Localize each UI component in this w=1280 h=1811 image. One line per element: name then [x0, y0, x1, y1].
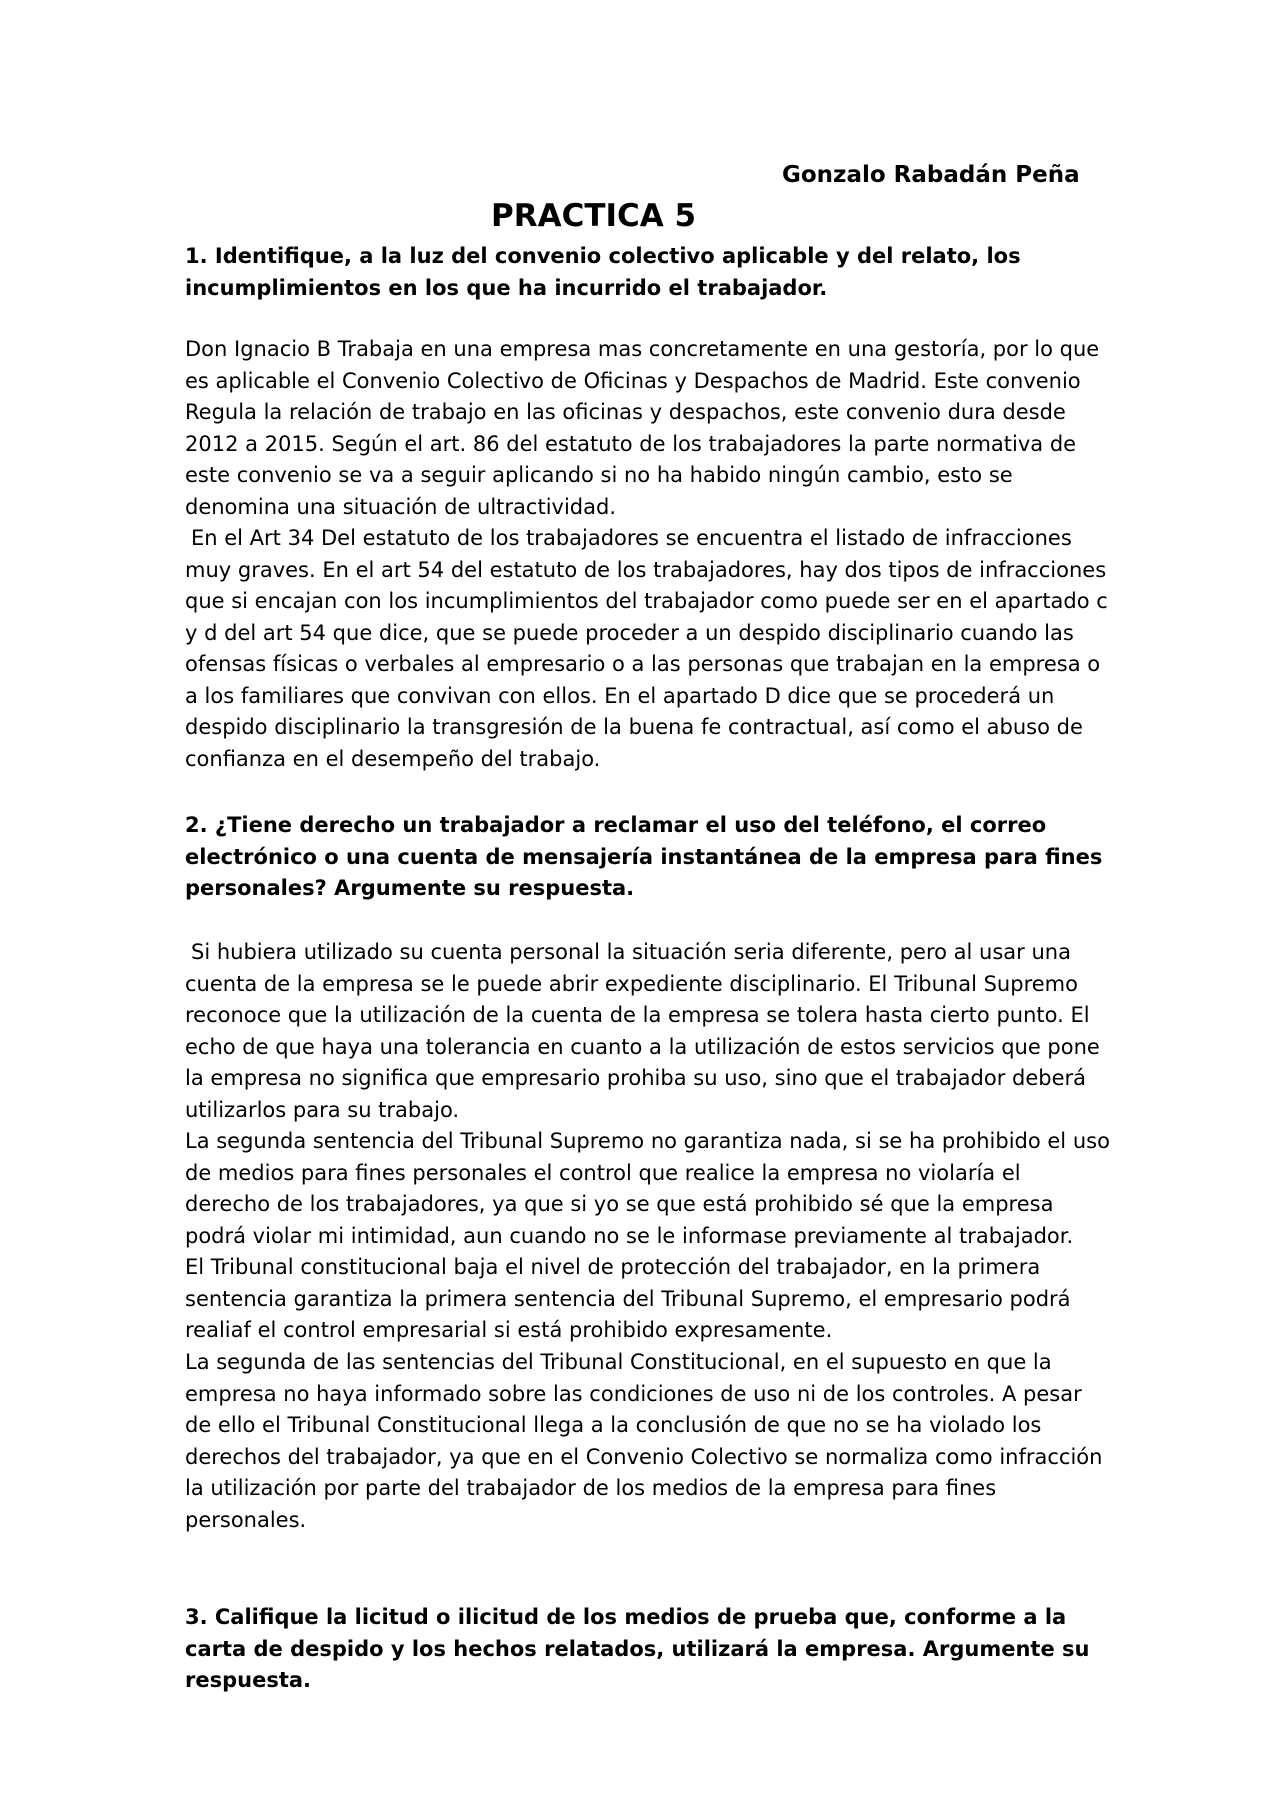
answer-1-paragraph-1: Don Ignacio B Trabaja en una empresa mas concretamente en una gestoría, por lo que es aplicable el Convenio Colectivo de Oficinas y Despachos de Madrid. Este convenio Regula la relación de trabajo en las oficinas y despachos, este convenio dura desde 2012 a 2015. Según el art. 86 del estatuto de los trabajadores la parte normativa de este convenio se va a seguir aplicando si no ha habido ningún cambio, esto se denomina una situación de ultractividad.: [185, 337, 1100, 519]
answer-2-paragraph-2: La segunda sentencia del Tribunal Supremo no garantiza nada, si se ha prohibido el uso de medios para fines personales el control que realice la empresa no violaría el derecho de los trabajadores, ya que si yo se que está prohibido sé que la empresa podrá violar mi intimidad, aun cuando no se le informase previamente al trabajador.: [185, 1129, 1110, 1248]
answer-2-paragraph-3: El Tribunal constitucional baja el nivel de protección del trabajador, en la primera sentencia garantiza la primera sentencia del Tribunal Supremo, el empresario podrá realiaf el control empresarial si está prohibido expresamente.: [185, 1255, 1071, 1342]
question-1: 1. Identifique, a la luz del convenio colectivo aplicable y del relato, los incumplimientos en los que ha incurrido el trabajador.: [185, 244, 1021, 300]
document-title: PRACTICA 5: [491, 198, 697, 234]
answer-1-paragraph-2: En el Art 34 Del estatuto de los trabajadores se encuentra el listado de infracciones muy graves. En el art 54 del estatuto de los trabajadores, hay dos tipos de infracciones que si encajan con los incumplimientos del trabajador como puede ser en el apartado c y d del art 54 que dice, que se puede proceder a un despido disciplinario cuando las ofensas físicas o verbales al empresario o a las personas que trabajan en la empresa o a los familiares que convivan con ellos. En el apartado D dice que se procederá un despido disciplinario la transgresión de la buena fe contractual, así como el abuso de confianza en el desempeño del trabajo.: [185, 526, 1108, 771]
question-3: 3. Califique la licitud o ilicitud de los medios de prueba que, conforme a la carta de despido y los hechos relatados, utilizará la empresa. Argumente su respuesta.: [185, 1605, 1090, 1692]
answer-2-paragraph-4: La segunda de las sentencias del Tribunal Constitucional, en el supuesto en que la empresa no haya informado sobre las condiciones de uso ni de los controles. A pesar de ello el Tribunal Constitucional llega a la conclusión de que no se ha violado los derechos del trabajador, ya que en el Convenio Colectivo se normaliza como infracción la utilización por parte del trabajador de los medios de la empresa para fines personales.: [185, 1350, 1103, 1532]
author-name: Gonzalo Rabadán Peña: [782, 162, 1080, 188]
question-2: 2. ¿Tiene derecho un trabajador a reclamar el uso del teléfono, el correo electrónico o una cuenta de mensajería instantánea de la empresa para fines personales? Argumente su respuesta.: [185, 813, 1103, 900]
answer-2-paragraph-1: Si hubiera utilizado su cuenta personal la situación seria diferente, pero al usar una cuenta de la empresa se le puede abrir expediente disciplinario. El Tribunal Supremo reconoce que la utilización de la cuenta de la empresa se tolera hasta cierto punto. El echo de que haya una tolerancia en cuanto a la utilización de estos servicios que pone la empresa no significa que empresario prohiba su uso, sino que el trabajador deberá utilizarlos para su trabajo.: [185, 940, 1100, 1122]
